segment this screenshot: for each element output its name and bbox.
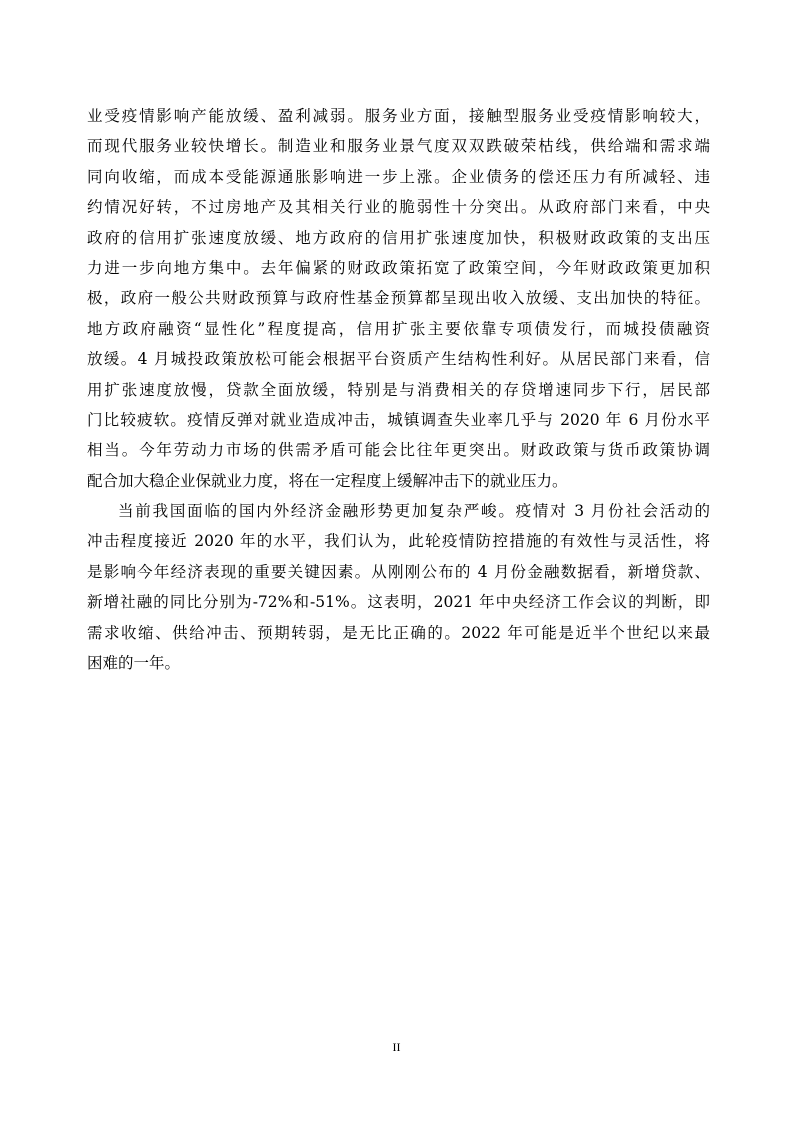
- paragraph-line: 是影响今年经济表现的重要关键因素。从刚刚公布的 4 月份金融数据看，新增贷款、: [87, 562, 710, 581]
- paragraph-line: 力进一步向地方集中。去年偏紧的财政政策拓宽了政策空间，今年财政政策更加积: [87, 258, 710, 277]
- paragraph-line: 当前我国面临的国内外经济金融形势更加复杂严峻。疫情对 3 月份社会活动的: [118, 502, 710, 521]
- paragraph-line: 新增社融的同比分别为-72%和-51%。这表明，2021 年中央经济工作会议的判断，即: [87, 593, 710, 612]
- paragraph-2: [87, 496, 710, 678]
- paragraph-line: 极，政府一般公共财政预算与政府性基金预算都呈现出收入放缓、支出加快的特征。: [87, 289, 710, 308]
- paragraph-line: 用扩张速度放慢，贷款全面放缓，特别是与消费相关的存贷增速同步下行，居民部: [87, 380, 710, 399]
- paragraph-line: 需求收缩、供给冲击、预期转弱，是无比正确的。2022 年可能是近半个世纪以来最: [87, 623, 710, 642]
- paragraph-line: 配合加大稳企业保就业力度，将在一定程度上缓解冲击下的就业压力。: [87, 471, 568, 490]
- body-text: [87, 101, 710, 678]
- page-number: II: [392, 1040, 401, 1054]
- paragraph-line: 相当。今年劳动力市场的供需矛盾可能会比往年更突出。财政政策与货币政策协调: [87, 441, 710, 460]
- paragraph-line: 地方政府融资“显性化”程度提高，信用扩张主要依靠专项债发行，而城投债融资: [87, 319, 710, 338]
- paragraph-line: 而现代服务业较快增长。制造业和服务业景气度双双跌破荣枯线，供给端和需求端: [87, 137, 710, 156]
- paragraph-line: 同向收缩，而成本受能源通胀影响进一步上涨。企业债务的偿还压力有所减轻、违: [87, 167, 710, 186]
- paragraph-line: 冲击程度接近 2020 年的水平，我们认为，此轮疫情防控措施的有效性与灵活性，将: [87, 532, 710, 551]
- paragraph-line: 困难的一年。: [87, 654, 181, 673]
- paragraph-line: 门比较疲软。疫情反弹对就业造成冲击，城镇调查失业率几乎与 2020 年 6 月份水平: [87, 410, 710, 429]
- paragraph-line: 业受疫情影响产能放缓、盈利减弱。服务业方面，接触型服务业受疫情影响较大，: [87, 107, 710, 125]
- paragraph-line: 约情况好转，不过房地产及其相关行业的脆弱性十分突出。从政府部门来看，中央: [87, 198, 710, 217]
- paragraph-line: 放缓。4 月城投政策放松可能会根据平台资质产生结构性利好。从居民部门来看，信: [87, 350, 710, 369]
- paragraph-line: 政府的信用扩张速度放缓、地方政府的信用扩张速度加快，积极财政政策的支出压: [87, 228, 710, 247]
- paragraph-1: [87, 101, 710, 496]
